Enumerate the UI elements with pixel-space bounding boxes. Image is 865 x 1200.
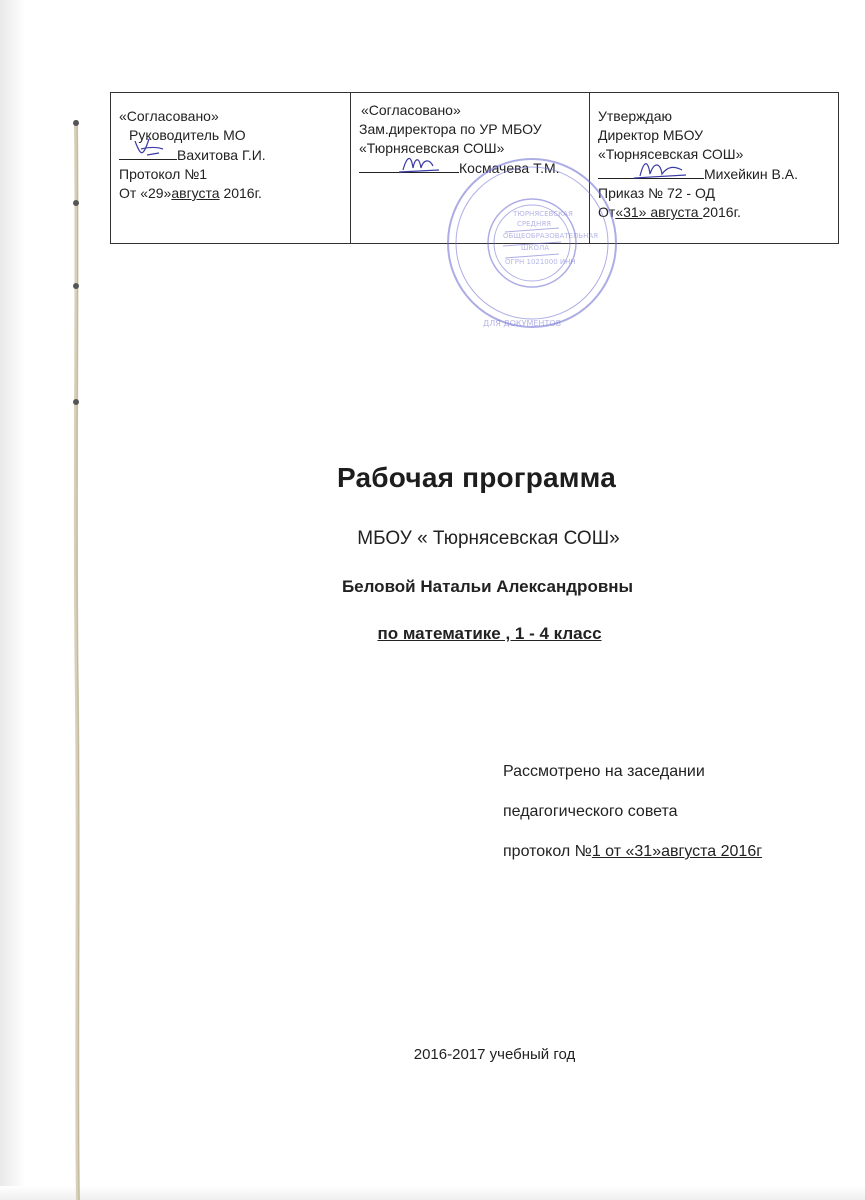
svg-text:ОБЩЕОБРАЗОВАТЕЛЬНАЯ: ОБЩЕОБРАЗОВАТЕЛЬНАЯ bbox=[503, 232, 598, 240]
approval-director-date bbox=[598, 203, 832, 222]
approval-mo-role: Руководитель МО bbox=[129, 127, 246, 143]
approval-director-name: Михейкин В.А. bbox=[704, 166, 798, 182]
signature-icon bbox=[119, 135, 167, 161]
approval-director-order: Приказ № 72 - ОД bbox=[598, 185, 716, 201]
approval-mo-date-year: 2016г. bbox=[219, 185, 262, 201]
signature-icon bbox=[359, 148, 449, 176]
page-bottom-shadow bbox=[0, 1186, 865, 1200]
subject-line: по математике , 1 - 4 класс bbox=[377, 624, 602, 643]
page-edge-shadow bbox=[0, 0, 26, 1200]
approval-mo-date-prefix: От «29» bbox=[119, 185, 172, 201]
approval-mo-date bbox=[119, 184, 344, 203]
approval-mo-signature-line bbox=[119, 145, 344, 165]
svg-text:ОГРН 1021000 ИНН: ОГРН 1021000 ИНН bbox=[505, 258, 576, 266]
approval-cell-director bbox=[590, 93, 839, 244]
binding-string-icon bbox=[64, 100, 94, 1200]
review-protocol-date: 1 от «31»августа 2016г bbox=[591, 843, 763, 860]
approval-director-role: Директор МБОУ bbox=[598, 127, 704, 143]
school-name: МБОУ « Тюрнясевская СОШ» bbox=[357, 528, 620, 549]
approval-mo-date-month: августа bbox=[171, 185, 220, 201]
approval-mo-name: Вахитова Г.И. bbox=[177, 147, 266, 163]
approval-deputy-school: «Тюрнясевская СОШ» bbox=[359, 140, 505, 156]
review-protocol-prefix: протокол № bbox=[503, 843, 592, 860]
teacher-name: Беловой Натальи Александровны bbox=[341, 577, 634, 596]
approval-deputy-name: Космачева Т.М. bbox=[459, 160, 560, 176]
document-title: Рабочая программа bbox=[336, 462, 616, 493]
approval-director-date-year: 2016г. bbox=[702, 204, 741, 220]
approval-director-school: «Тюрнясевская СОШ» bbox=[598, 146, 744, 162]
approval-director-signature-line bbox=[598, 164, 832, 184]
svg-text:СРЕДНЯЯ: СРЕДНЯЯ bbox=[517, 220, 551, 228]
review-line-3 bbox=[503, 832, 762, 872]
approval-director-date-underlined: «31» августа bbox=[615, 204, 703, 220]
approval-cell-mo bbox=[111, 93, 351, 244]
academic-year: 2016-2017 учебный год bbox=[413, 1046, 576, 1063]
approval-mo-head: «Согласовано» bbox=[119, 108, 219, 124]
svg-text:ДЛЯ ДОКУМЕНТОВ: ДЛЯ ДОКУМЕНТОВ bbox=[483, 319, 562, 328]
approval-mo-protocol: Протокол №1 bbox=[119, 166, 207, 182]
approval-deputy-head: «Согласовано» bbox=[361, 102, 461, 118]
approval-director-head: Утверждаю bbox=[598, 108, 672, 124]
review-line-1: Рассмотрено на заседании bbox=[503, 763, 705, 780]
review-line-2: педагогического совета bbox=[503, 803, 678, 820]
review-block bbox=[503, 752, 762, 872]
approval-director-date-prefix: От bbox=[598, 204, 616, 220]
svg-text:ШКОЛА: ШКОЛА bbox=[521, 244, 550, 252]
approval-deputy-role: Зам.директора по УР МБОУ bbox=[359, 121, 542, 137]
school-stamp-icon bbox=[443, 154, 621, 332]
svg-text:ТЮРНЯСЕВСКАЯ: ТЮРНЯСЕВСКАЯ bbox=[513, 210, 573, 218]
